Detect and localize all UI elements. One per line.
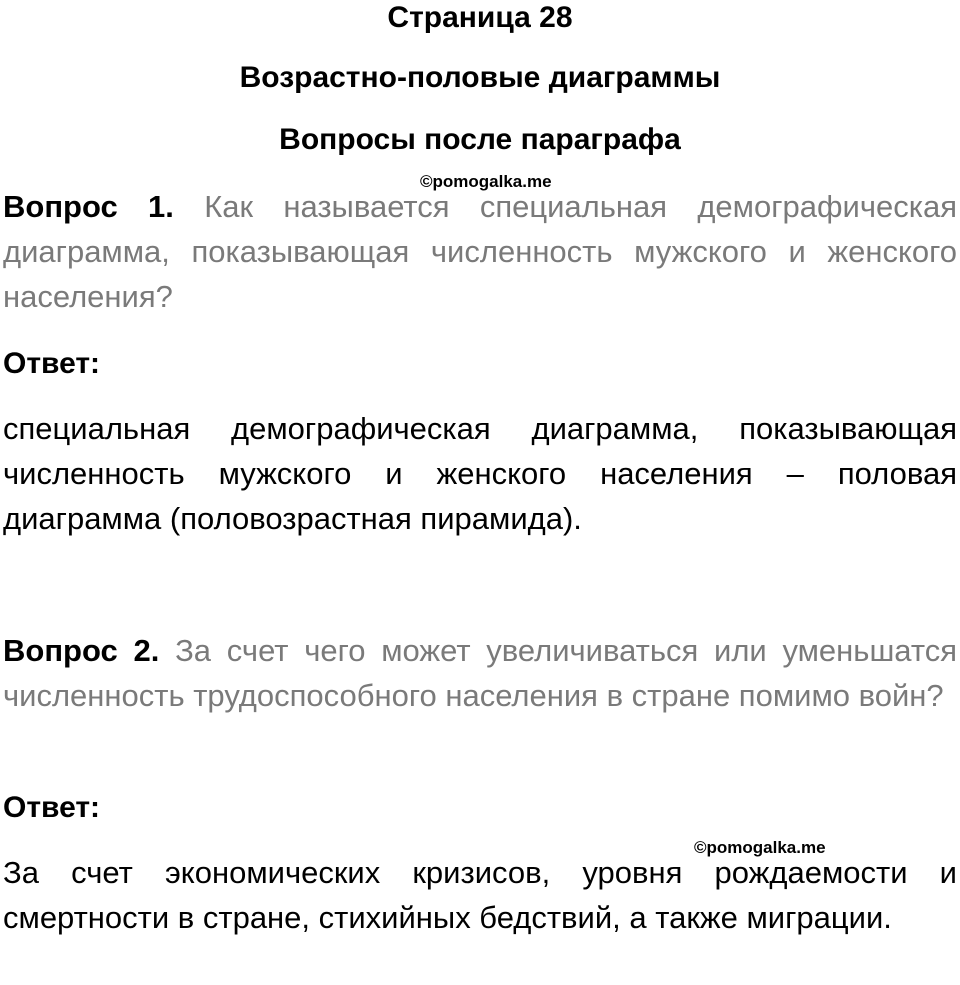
question-1-label: Вопрос 1.	[3, 189, 174, 224]
section-title: Вопросы после параграфа	[279, 123, 681, 156]
question-2	[3, 628, 957, 718]
answer-1-text: специальная демографическая диаграмма, показывающая численность мужского и женского населения – половая диаграмма (половозрастная пирамида).	[3, 411, 957, 536]
question-2-label: Вопрос 2.	[3, 633, 160, 668]
question-2-text: За счет чего может увеличиваться или уменьшатся численность трудоспособного населения в стране помимо войн?	[3, 633, 958, 713]
watermark: ©pomogalka.me	[694, 838, 826, 857]
watermark: ©pomogalka.me	[420, 172, 552, 191]
question-1	[3, 184, 957, 319]
answer-1-label: Ответ:	[3, 347, 101, 380]
answer-2-text: За счет экономических кризисов, уровня рождаемости и смертности в стране, стихийных бедствий, а также миграции.	[3, 855, 957, 935]
page-title: Страница 28	[387, 1, 573, 34]
answer-2-label: Ответ:	[3, 791, 101, 824]
question-1-text: Как называется специальная демографическая диаграмма, показывающая численность мужского и женского населения?	[3, 189, 957, 314]
topic-title: Возрастно-половые диаграммы	[239, 61, 721, 94]
